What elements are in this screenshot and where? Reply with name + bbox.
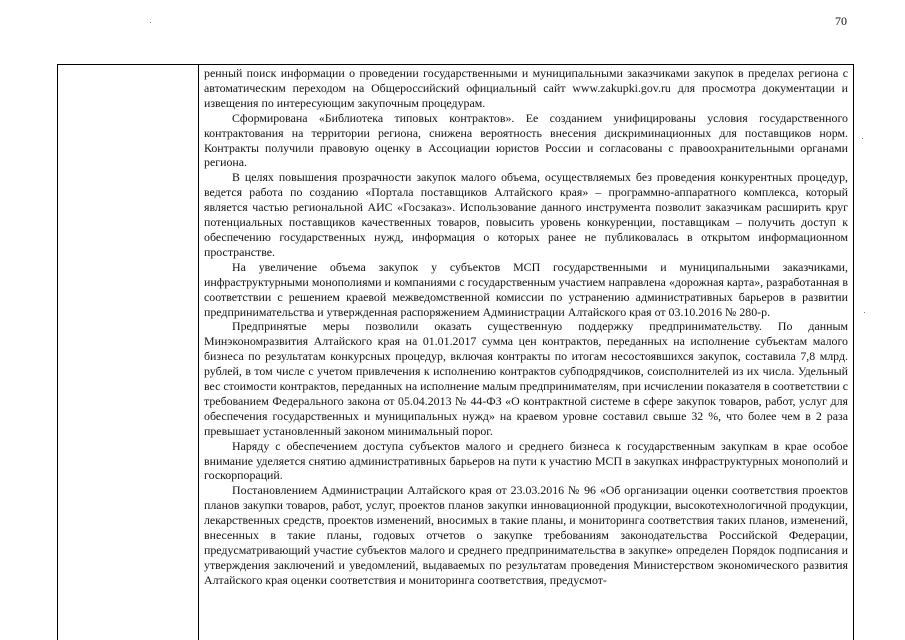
paragraph: На увеличение объема закупок у субъектов МСП государственными и муниципальными заказчиками, инфраструктурными монополиями и компаниями с государственным участием направлена «дорожная карта», разработанная в соответствии с решением краевой межведомственной комиссии по устранению административных барьеров в развитии предпринимательства и утвержденная распоряжением Администрации Алтайского края от 03.10.2016 № 280-р. (204, 259, 848, 319)
table-left-column (58, 65, 199, 640)
scan-speck (864, 312, 865, 313)
paragraph: Постановлением Администрации Алтайского края от 23.03.2016 № 96 «Об организации оценки соответствия проектов планов закупки товаров, работ, услуг, проектов планов закупки инновационной продукции, высокотехнологичной продукции, лекарственных средств, проектов изменений, вносимых в такие планы, и мониторинга соответствия таких планов, изменений, внесенных в такие планы, годовых отчетов о закупке требованиям законодательства Российской Федерации, предусматривающий участие субъектов малого и среднего предпринимательства в закупке» определен Порядок подписания и утверждения заключений и уведомлений, выдаваемых по результатам проведения Министерством экономического развития Алтайского края оценки соответствия и мониторинга соответствия, предусмот- (204, 483, 848, 587)
table-text-column (199, 65, 853, 640)
paragraph: Предпринятые меры позволили оказать существенную поддержку предпринимательству. По данным Минэкономразвития Алтайского края на 01.01.2017 сумма цен контрактов, переданных на исполнение субъектам малого бизнеса по результатам конкурсных процедур, включая контракты по итогам несостоявшихся закупок, составила 7,8 млрд. рублей, в том числе с учетом привлечения к исполнению контрактов субподрядчиков, соисполнителей из их числа. Удельный вес стоимости контрактов, переданных на исполнение малым предпринимателям, при исчислении показателя в соответствии с требованием Федерального закона от 05.04.2013 № 44-ФЗ «О контрактной системе в сфере закупок товаров, работ, услуг для обеспечения государственных и муниципальных нужд» на краевом уровне составил свыше 32 %, что более чем в 2 раза превышает установленный законом минимальный порог. (204, 319, 848, 438)
paragraph: Наряду с обеспечением доступа субъектов малого и среднего бизнеса к государственным закупкам в крае особое внимание уделяется снятию административных барьеров на пути к участию МСП в закупках инфраструктурных монополий и госкорпораций. (204, 438, 848, 483)
paragraph-continued: ренный поиск информации о проведении государственными и муниципальными заказчиками закупок в пределах региона с автоматическим переходом на Общероссийский официальный сайт www.zakupki.gov.ru для просмотра документации и извещения по интересующим закупочным процедурам. (204, 66, 848, 110)
paragraph: Сформирована «Библиотека типовых контрактов». Ее созданием унифицированы условия государственного контрактования на территории региона, снижена вероятность внесения дискриминационных для поставщиков норм. Контракты получили правовую оценку в Ассоциации юристов России и согласованы с правоохранительными органами региона. (204, 110, 848, 170)
scan-speck (150, 22, 151, 23)
paragraph: В целях повышения прозрачности закупок малого объема, осуществляемых без проведения конкурентных процедур, ведется работа по созданию «Портала поставщиков Алтайского края» – программно-аппаратного комплекса, который является частью региональной АИС «Госзаказ». Использование данного инструмента позволит заказчикам расширить круг потенциальных поставщиков качественных товаров, повысить уровень конкуренции, поставщикам – получить доступ к обеспечению государственных нужд, информация о которых ранее не публиковалась в открытом информационном пространстве. (204, 170, 848, 259)
scan-speck (862, 138, 863, 139)
document-table (57, 64, 854, 640)
page-number: 70 (835, 14, 847, 28)
